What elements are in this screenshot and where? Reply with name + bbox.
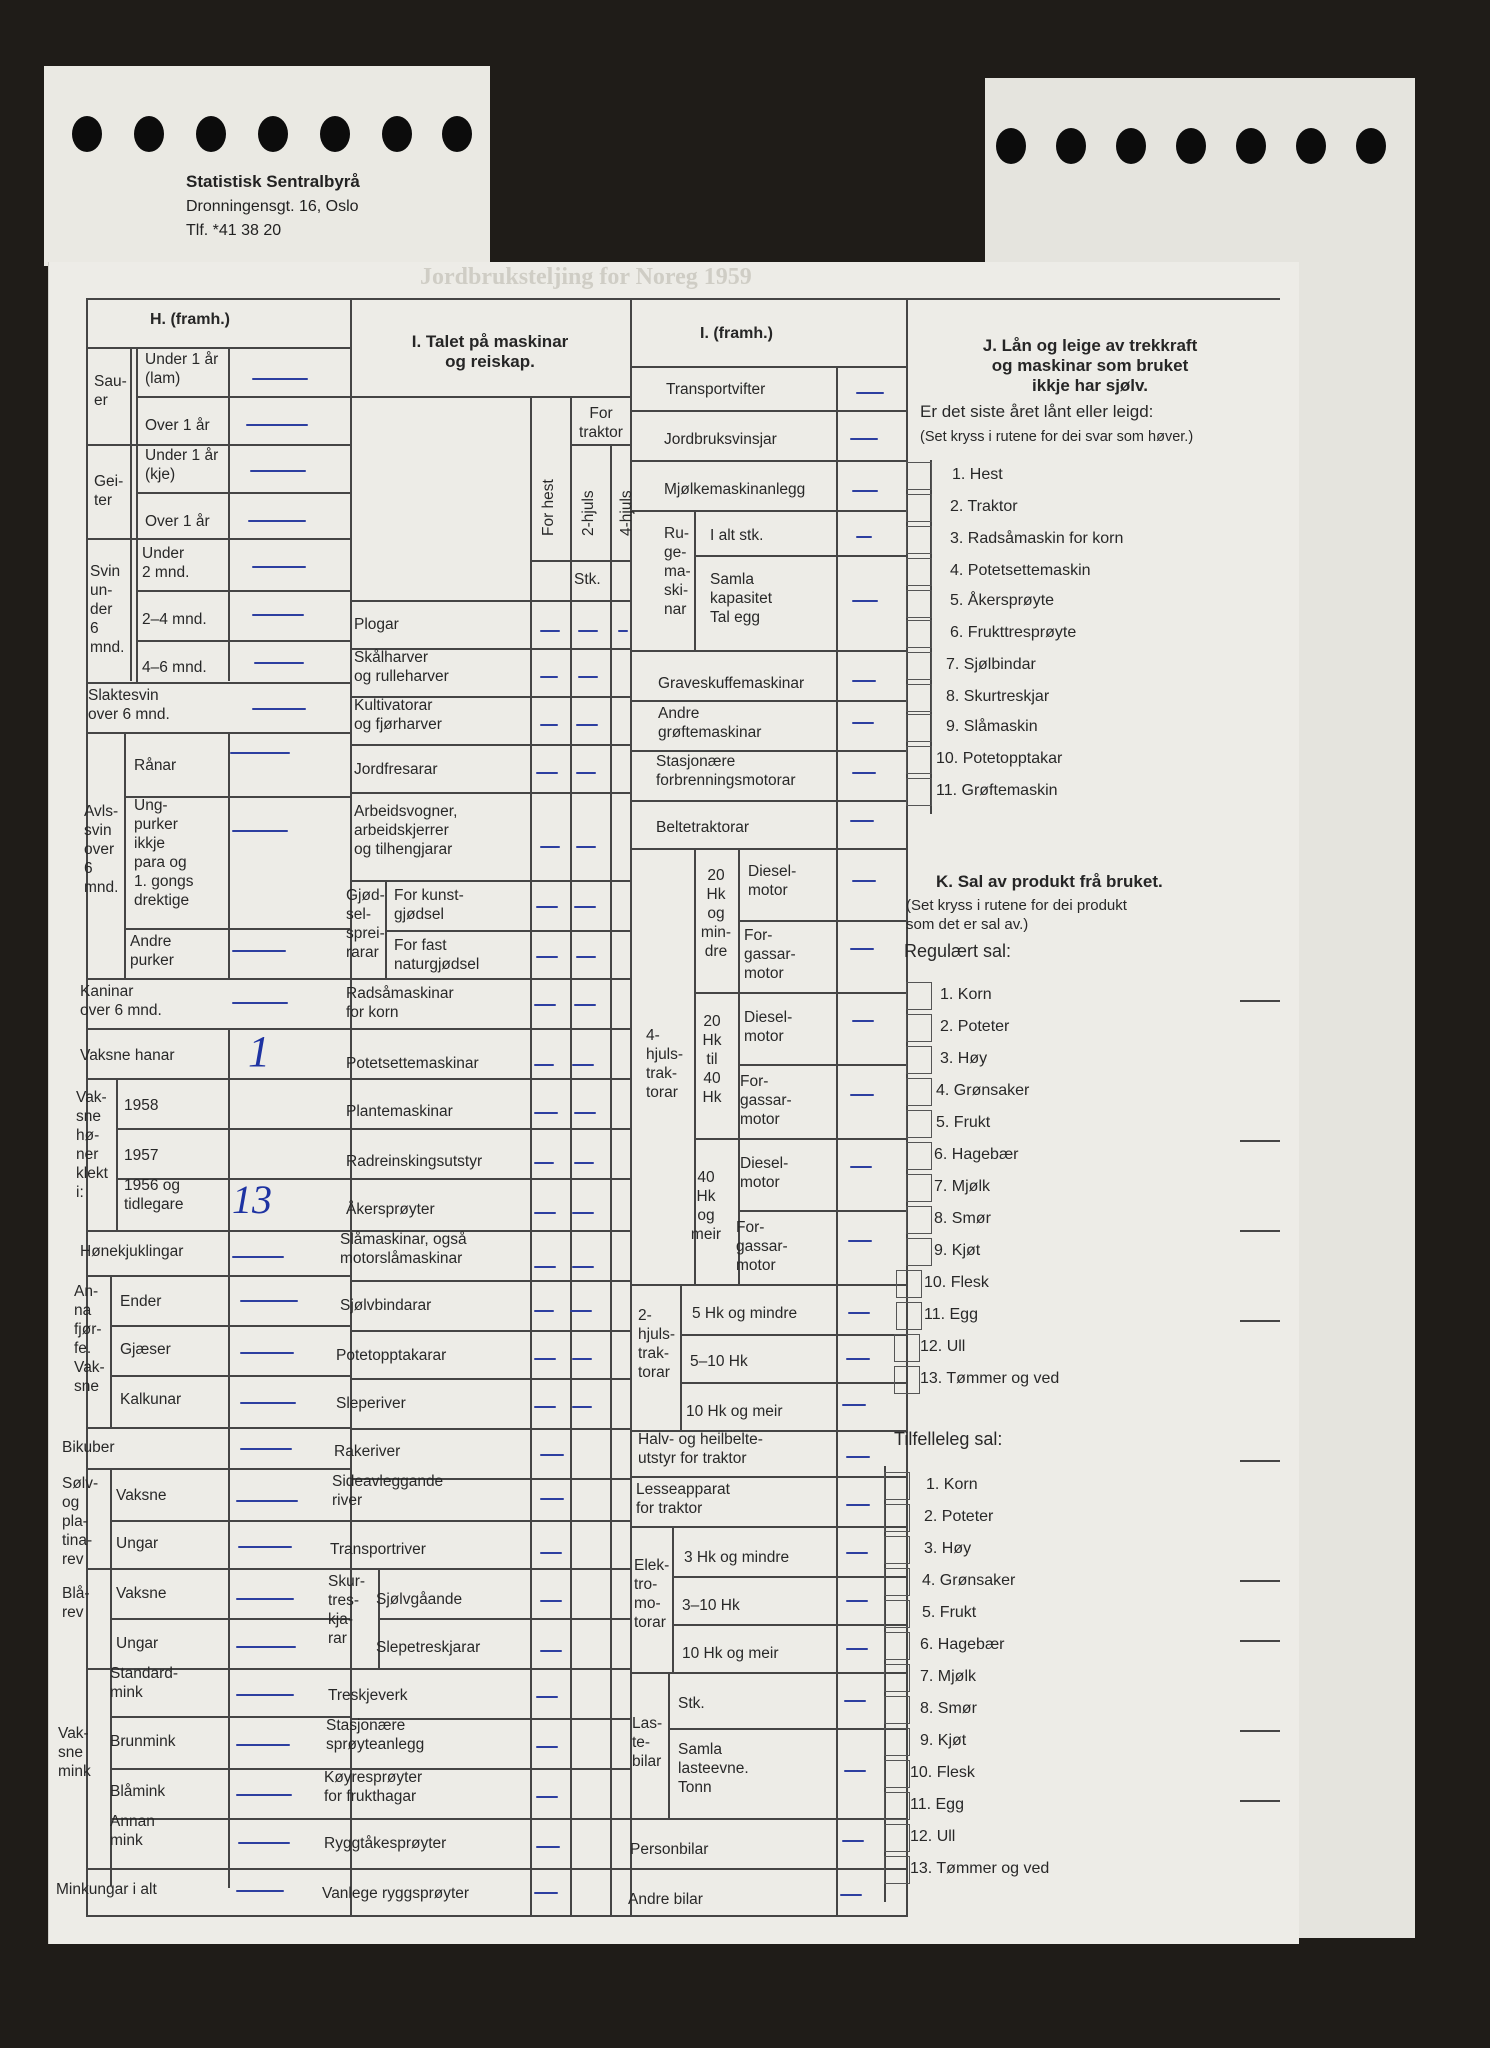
k-reg-item-8: 8. Smør: [934, 1210, 991, 1227]
label-anna-fjorfe: An- na fjør- fe. Vak- sne: [74, 1283, 105, 1395]
k-reg-item-6: 6. Hagebær: [934, 1146, 1019, 1163]
checkbox-j-8[interactable]: [906, 684, 932, 712]
k-occ-item-2: 2. Poteter: [924, 1508, 994, 1525]
label-brunmink: Brunmink: [110, 1733, 176, 1750]
k-occ-item-12: 12. Ull: [910, 1828, 956, 1845]
label-year-1956: 1956 og tidlegare: [124, 1177, 184, 1213]
label-raanar: Rånar: [134, 757, 177, 774]
handwritten-1956-count: 13: [232, 1177, 272, 1222]
k-occ-item-9: 9. Kjøt: [920, 1732, 967, 1749]
section-j-instruction: (Set kryss i rutene for dei svar som høver.): [920, 429, 1194, 445]
j-item-3: 3. Radsåmaskin for korn: [950, 530, 1124, 547]
label-stasjonaere-forbrenningsmotorar: Stasjonære forbrenningsmotorar: [656, 753, 796, 789]
label-honekjuklingar: Hønekjuklingar: [80, 1243, 184, 1260]
label-i-alt-stk: I alt stk.: [710, 527, 764, 544]
machine-slepetreskjarar: Slepetreskjarar: [376, 1639, 481, 1656]
label-standardmink: Standard- mink: [110, 1665, 179, 1701]
label-vaksne-mink: Vak- sne mink: [58, 1725, 91, 1780]
label-hk-10-meir: 10 Hk og meir: [686, 1403, 783, 1420]
label-jordbruksvinsjar: Jordbruksvinsjar: [664, 431, 777, 448]
checkbox-k-reg-2[interactable]: [906, 1014, 932, 1042]
checkbox-k-occ-1[interactable]: [884, 1472, 910, 1500]
checkbox-j-9[interactable]: [906, 714, 932, 742]
k-occ-item-8: 8. Smør: [920, 1700, 977, 1717]
label-hk-20-mindre: 20 Hk og min- dre: [700, 867, 732, 960]
label-svin-4-6: 4–6 mnd.: [142, 659, 207, 676]
k-reg-item-5: 5. Frukt: [936, 1114, 991, 1131]
j-item-4: 4. Potetsettemaskin: [950, 562, 1091, 579]
label-svin-2-4: 2–4 mnd.: [142, 611, 207, 628]
machine-jordfresarar: Jordfresarar: [354, 761, 438, 778]
label-geiter-over1: Over 1 år: [145, 513, 210, 530]
k-occ-item-1: 1. Korn: [926, 1476, 978, 1493]
k-occ-item-6: 6. Hagebær: [920, 1636, 1005, 1653]
checkbox-k-reg-13[interactable]: [894, 1366, 920, 1394]
label-kalkunar: Kalkunar: [120, 1391, 182, 1408]
machine-vanlege-ryggsproyter: Vanlege ryggsprøyter: [322, 1885, 470, 1902]
k-occ-item-13: 13. Tømmer og ved: [910, 1860, 1050, 1877]
label-andre-purker: Andre purker: [130, 933, 174, 969]
label-sauer-under1: Under 1 år (lam): [145, 351, 219, 387]
machine-stasjonaere-sproyteanlegg: Stasjonære sprøyteanlegg: [326, 1717, 425, 1753]
checkbox-j-3[interactable]: [906, 526, 932, 554]
checkbox-k-reg-9[interactable]: [906, 1238, 932, 1266]
checkbox-k-occ-5[interactable]: [884, 1600, 910, 1628]
label-2-hjuls: 2-hjuls: [580, 490, 597, 536]
k-occ-item-5: 5. Frukt: [922, 1604, 977, 1621]
label-blaamink: Blåmink: [110, 1783, 166, 1800]
checkbox-k-occ-2[interactable]: [884, 1504, 910, 1532]
label-sauer: Sau- er: [94, 373, 127, 409]
label-4-hjuls: 4-hjuls: [618, 490, 635, 536]
j-item-6: 6. Frukttresprøyte: [950, 624, 1077, 641]
machine-radsamaskinar: Radsåmaskinar for korn: [346, 985, 454, 1021]
label-svin: Svin un- der 6 mnd.: [90, 563, 125, 656]
label-year-1958: 1958: [124, 1097, 159, 1114]
label-geiter: Gei- ter: [94, 473, 124, 509]
checkbox-k-occ-3[interactable]: [884, 1536, 910, 1564]
faint-backpage-title: Jordbruksteljing for Noreg 1959: [420, 264, 752, 290]
machine-skurtreskjarar: Skur- tres- kja- rar: [328, 1573, 366, 1647]
label-samla-lasteevne: Samla lasteevne. Tonn: [678, 1741, 749, 1796]
label-el-10: 10 Hk og meir: [682, 1645, 779, 1662]
label-solv-ungar: Ungar: [116, 1535, 159, 1552]
machine-plantemaskinar: Plantemaskinar: [346, 1103, 453, 1120]
label-mjolkemaskinanlegg: Mjølkemaskinanlegg: [664, 481, 806, 498]
checkbox-k-occ-7[interactable]: [884, 1664, 910, 1692]
label-forgassar-1: For- gassar- motor: [744, 927, 796, 982]
machine-potetopptakarar: Potetopptakarar: [336, 1347, 447, 1364]
label-beltetraktorar: Beltetraktorar: [656, 819, 750, 836]
label-minkungar: Minkungar i alt: [56, 1881, 157, 1898]
section-j-title: J. Lån og leige av trekkraft og maskinar som bruket ikkje har sjølv.: [982, 336, 1198, 395]
label-2-hjuls-traktorar: 2- hjuls- trak- torar: [638, 1307, 676, 1381]
machine-kultivatorar: Kultivatorar og fjørharver: [354, 697, 442, 733]
label-hk-5-10: 5–10 Hk: [690, 1353, 748, 1370]
handwritten-hanar-count: 1: [248, 1027, 270, 1076]
checkbox-j-5[interactable]: [906, 590, 932, 618]
machine-ryggtakesproyter: Ryggtåkesprøyter: [324, 1835, 447, 1852]
label-for-hest: For hest: [540, 479, 557, 536]
machine-treskjeverk: Treskjeverk: [328, 1687, 408, 1704]
checkbox-j-10[interactable]: [906, 746, 932, 774]
k-reg-item-3: 3. Høy: [940, 1050, 988, 1067]
checkbox-k-reg-7[interactable]: [906, 1174, 932, 1202]
j-item-7: 7. Sjølbindar: [946, 656, 1036, 673]
label-gjaeser: Gjæser: [120, 1341, 171, 1358]
machine-arbeidsvogner: Arbeidsvogner, arbeidskjerrer og tilhengjarar: [354, 803, 458, 858]
label-lastebilar: Las- te- bilar: [632, 1715, 663, 1770]
label-laste-stk: Stk.: [678, 1695, 705, 1712]
label-forgassar-2: For- gassar- motor: [740, 1073, 792, 1128]
machine-plogar: Plogar: [354, 616, 399, 633]
j-item-8: 8. Skurtreskjar: [946, 688, 1050, 705]
checkbox-k-occ-9[interactable]: [884, 1728, 910, 1756]
main-form-sheet: [48, 262, 1299, 1944]
checkbox-j-11[interactable]: [906, 778, 932, 806]
j-item-1: 1. Hest: [952, 466, 1003, 483]
label-hk-5-mindre: 5 Hk og mindre: [692, 1305, 798, 1322]
label-annan-mink: Annan mink: [110, 1813, 155, 1849]
label-el-3-10: 3–10 Hk: [682, 1597, 740, 1614]
sender-phone: Tlf. *41 38 20: [186, 222, 282, 239]
machine-sjolvbindarar: Sjølvbindarar: [340, 1297, 432, 1314]
label-svin-under2: Under 2 mnd.: [142, 545, 190, 581]
label-lesseapparat: Lesseapparat for traktor: [636, 1481, 730, 1517]
j-item-9: 9. Slåmaskin: [946, 718, 1038, 735]
label-graveskuffemaskinar: Graveskuffemaskinar: [658, 675, 805, 692]
label-4-hjuls-traktorar: 4- hjuls- trak- torar: [646, 1027, 684, 1101]
k-reg-item-11: 11. Egg: [924, 1306, 978, 1323]
section-j-question: Er det siste året lånt eller leigd:: [920, 402, 1154, 421]
checkbox-j-2[interactable]: [906, 494, 932, 522]
machine-skalharver: Skålharver og rulleharver: [354, 649, 449, 685]
k-reg-item-9: 9. Kjøt: [934, 1242, 981, 1259]
k-occ-item-3: 3. Høy: [924, 1540, 972, 1557]
label-ender: Ender: [120, 1293, 162, 1310]
label-blaa-vaksne: Vaksne: [116, 1585, 167, 1602]
j-item-5: 5. Åkersprøyte: [950, 592, 1055, 609]
machine-potetsettemaskinar: Potetsettemaskinar: [346, 1055, 479, 1072]
checkbox-k-occ-10[interactable]: [884, 1760, 910, 1788]
machine-radreinskingsutstyr: Radreinskingsutstyr: [346, 1153, 483, 1170]
machine-rakeriver: Rakeriver: [334, 1443, 401, 1460]
label-bikuber: Bikuber: [62, 1439, 115, 1456]
label-sauer-over1: Over 1 år: [145, 417, 210, 434]
checkbox-k-reg-3[interactable]: [906, 1046, 932, 1074]
machine-for-fast-naturgjodsel: For fast naturgjødsel: [394, 937, 480, 973]
label-andre-groftemaskinar: Andre grøftemaskinar: [658, 705, 762, 741]
checkbox-k-reg-4[interactable]: [906, 1078, 932, 1106]
label-diesel-1: Diesel- motor: [748, 863, 797, 899]
checkbox-k-occ-8[interactable]: [884, 1696, 910, 1724]
label-avlssvin: Avls- svin over 6 mnd.: [84, 803, 119, 896]
k-reg-item-13: 13. Tømmer og ved: [920, 1370, 1060, 1387]
k-reg-item-10: 10. Flesk: [924, 1274, 989, 1291]
machine-koyresproyter: Køyresprøyter for frukthagar: [324, 1769, 423, 1805]
machine-sleperiver: Sleperiver: [336, 1395, 406, 1412]
label-transportvifter: Transportvifter: [666, 381, 766, 398]
label-stk: Stk.: [574, 571, 601, 588]
label-elektromotorar: Elek- tro- mo- torar: [634, 1557, 670, 1631]
label-forgassar-3: For- gassar- motor: [736, 1219, 788, 1274]
checkbox-j-1[interactable]: [906, 462, 932, 490]
machine-for-kunstgjodsel: For kunst- gjødsel: [394, 887, 464, 923]
label-geiter-under1: Under 1 år (kje): [145, 447, 219, 483]
section-k-regular-label: Regulært sal:: [904, 941, 1012, 961]
section-i-cont-title: I. (framh.): [700, 325, 773, 342]
label-ungpurker: Ung- purker ikkje para og 1. gongs drektige: [134, 797, 194, 909]
checkbox-k-occ-12[interactable]: [884, 1824, 910, 1852]
sender-address: Dronningensgt. 16, Oslo: [186, 198, 359, 215]
k-occ-item-10: 10. Flesk: [910, 1764, 975, 1781]
checkbox-k-reg-8[interactable]: [906, 1206, 932, 1234]
label-el-3hk: 3 Hk og mindre: [684, 1549, 790, 1566]
label-kaninar: Kaninar over 6 mnd.: [80, 983, 162, 1019]
k-reg-item-1: 1. Korn: [940, 986, 992, 1003]
j-item-11: 11. Grøftemaskin: [936, 782, 1058, 799]
section-k-instruction: (Set kryss i rutene for dei produkt som det er sal av.): [906, 897, 1127, 933]
checkbox-j-6[interactable]: [906, 620, 932, 648]
checkbox-k-occ-11[interactable]: [884, 1792, 910, 1820]
label-hk-20-40: 20 Hk til 40 Hk: [702, 1013, 722, 1106]
k-occ-item-4: 4. Grønsaker: [922, 1572, 1016, 1589]
checkbox-k-reg-5[interactable]: [906, 1110, 932, 1138]
k-reg-item-4: 4. Grønsaker: [936, 1082, 1030, 1099]
machine-transportriver: Transportriver: [330, 1541, 426, 1558]
machine-akersproyter: Åkersprøyter: [346, 1201, 435, 1218]
section-i-title: I. Talet på maskinar og reiskap.: [411, 332, 569, 371]
checkbox-k-occ-6[interactable]: [884, 1632, 910, 1660]
label-diesel-2: Diesel- motor: [744, 1009, 793, 1045]
label-vaksne-hanar: Vaksne hanar: [80, 1047, 175, 1064]
label-rugemaskinar: Ru- ge- ma- ski- nar: [664, 525, 691, 618]
label-hk-40-meir: 40 Hk og meir: [690, 1169, 722, 1243]
label-slaktesvin: Slaktesvin over 6 mnd.: [88, 687, 170, 723]
j-item-2: 2. Traktor: [950, 498, 1018, 515]
machine-slamaskinar: Slåmaskinar, også motorslåmaskinar: [340, 1231, 467, 1267]
section-k-occasional-label: Tilfelleleg sal:: [894, 1429, 1003, 1449]
label-for-traktor: For traktor: [579, 405, 623, 441]
label-blaarev: Blå- rev: [62, 1585, 90, 1621]
checkbox-k-occ-4[interactable]: [884, 1568, 910, 1596]
checkbox-j-7[interactable]: [906, 652, 932, 680]
checkbox-k-reg-11[interactable]: [896, 1302, 922, 1330]
machine-gjodselspreiarar: Gjød- sel- sprei- rarar: [346, 887, 385, 961]
sender-name: Statistisk Sentralbyrå: [186, 172, 360, 191]
k-reg-item-12: 12. Ull: [920, 1338, 966, 1355]
label-solv-vaksne: Vaksne: [116, 1487, 167, 1504]
label-year-1957: 1957: [124, 1147, 159, 1164]
label-blaa-ungar: Ungar: [116, 1635, 159, 1652]
label-personbilar: Personbilar: [630, 1841, 709, 1858]
label-solv-rev: Sølv- og pla- tina- rev: [62, 1475, 99, 1568]
checkbox-k-reg-1[interactable]: [906, 982, 932, 1010]
k-reg-item-2: 2. Poteter: [940, 1018, 1010, 1035]
label-halv-heilbelte: Halv- og heilbelte- utstyr for traktor: [638, 1431, 763, 1467]
j-item-10: 10. Potetopptakar: [936, 750, 1063, 767]
checkbox-k-occ-13[interactable]: [884, 1856, 910, 1884]
section-h-title: H. (framh.): [150, 311, 230, 328]
machine-sjolvgaande: Sjølvgåande: [376, 1591, 463, 1608]
label-vaksne-honer: Vak- sne hø- ner klekt i:: [76, 1089, 108, 1201]
section-k-title: K. Sal av produkt frå bruket.: [936, 872, 1163, 891]
checkbox-k-reg-6[interactable]: [906, 1142, 932, 1170]
label-samla-kapasitet: Samla kapasitet Tal egg: [710, 571, 773, 626]
checkbox-k-reg-10[interactable]: [896, 1270, 922, 1298]
machine-sideavleggande-river: Sideavleggande river: [332, 1473, 444, 1509]
label-diesel-3: Diesel- motor: [740, 1155, 789, 1191]
k-reg-item-7: 7. Mjølk: [934, 1178, 990, 1195]
checkbox-k-reg-12[interactable]: [894, 1334, 920, 1362]
checkbox-j-4[interactable]: [906, 558, 932, 586]
label-andre-bilar: Andre bilar: [628, 1891, 703, 1908]
k-occ-item-11: 11. Egg: [910, 1796, 964, 1813]
k-occ-item-7: 7. Mjølk: [920, 1668, 976, 1685]
